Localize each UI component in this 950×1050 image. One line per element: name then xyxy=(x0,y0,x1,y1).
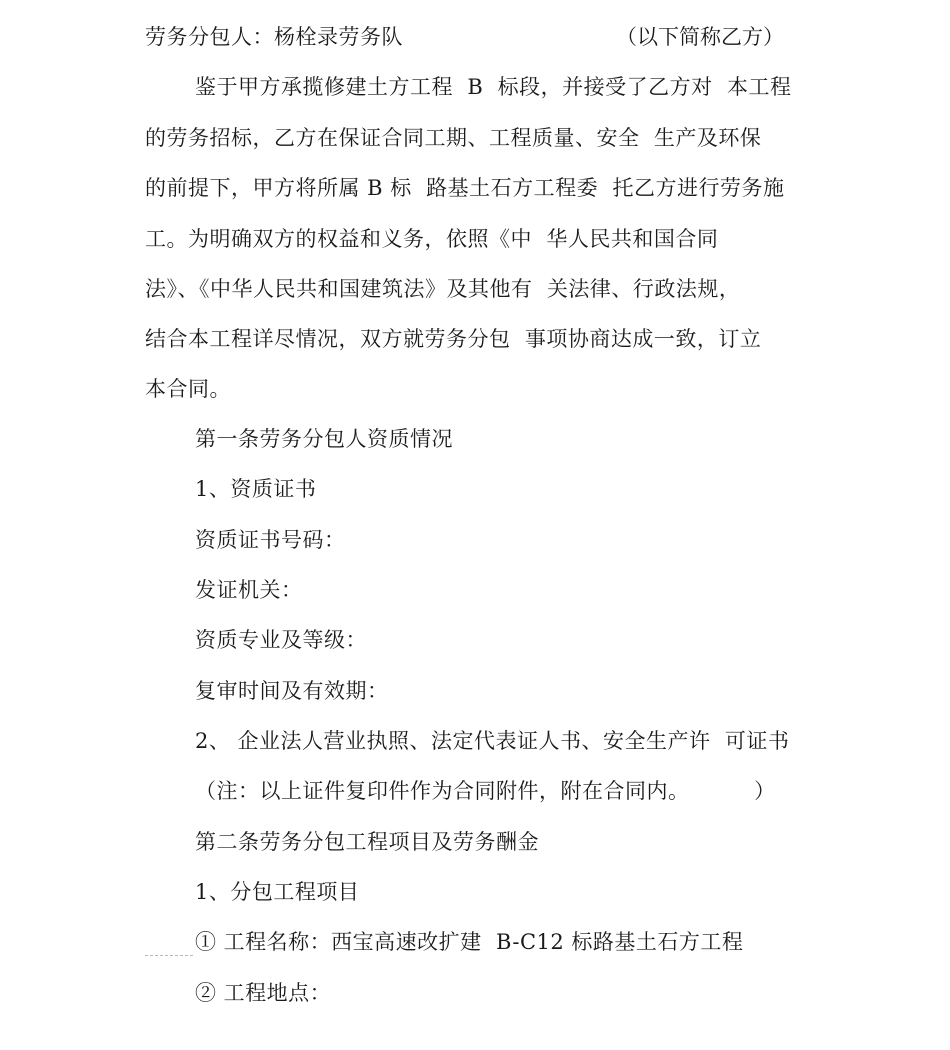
article2-title: 第二条劳务分包工程项目及劳务酬金 xyxy=(195,830,539,854)
paragraph1-line-6: 结合本工程详尽情况，双方就劳务分包 事项协商达成一致，订立 xyxy=(145,327,762,351)
specialty-grade-field: 资质专业及等级： xyxy=(195,628,367,652)
paragraph1-line-5: 法》、《中华人民共和国建筑法》及其他有 关法律、行政法规， xyxy=(145,277,741,301)
contractor-line: 劳务分包人：杨栓录劳务队 xyxy=(145,25,403,49)
article1-title: 第一条劳务分包人资质情况 xyxy=(195,427,453,451)
review-validity-field: 复审时间及有效期： xyxy=(195,679,389,703)
article1-item2: 2、 企业法人营业执照、法定代表证人书、安全生产许 可证书 xyxy=(195,729,790,753)
project-name-field: ① 工程名称：西宝高速改扩建 B-C12 标路基土石方工程 xyxy=(195,930,744,954)
paragraph1-line-7: 本合同。 xyxy=(145,377,231,401)
article1-note: （注：以上证件复印件作为合同附件，附在合同内。 ） xyxy=(195,779,776,803)
paragraph1-line-3: 的前提下，甲方将所属 B 标 路基土石方工程委 托乙方进行劳务施 xyxy=(145,176,785,200)
cert-number-field: 资质证书号码： xyxy=(195,528,346,552)
article2-item1: 1、分包工程项目 xyxy=(195,880,360,904)
paragraph1-line-2: 的劳务招标，乙方在保证合同工期、工程质量、安全 生产及环保 xyxy=(145,126,762,150)
paragraph1-line-4: 工。为明确双方的权益和义务，依照《中 华人民共和国合同 xyxy=(145,227,719,251)
paragraph1-line-1: 鉴于甲方承揽修建土方工程 B 标段，并接受了乙方对 本工程 xyxy=(195,75,792,99)
dashed-leader-line xyxy=(145,955,193,956)
project-location-field: ② 工程地点： xyxy=(195,981,332,1005)
party-b-alias: （以下简称乙方） xyxy=(616,25,784,49)
article1-item1: 1、资质证书 xyxy=(195,477,317,501)
issuer-field: 发证机关： xyxy=(195,578,303,602)
